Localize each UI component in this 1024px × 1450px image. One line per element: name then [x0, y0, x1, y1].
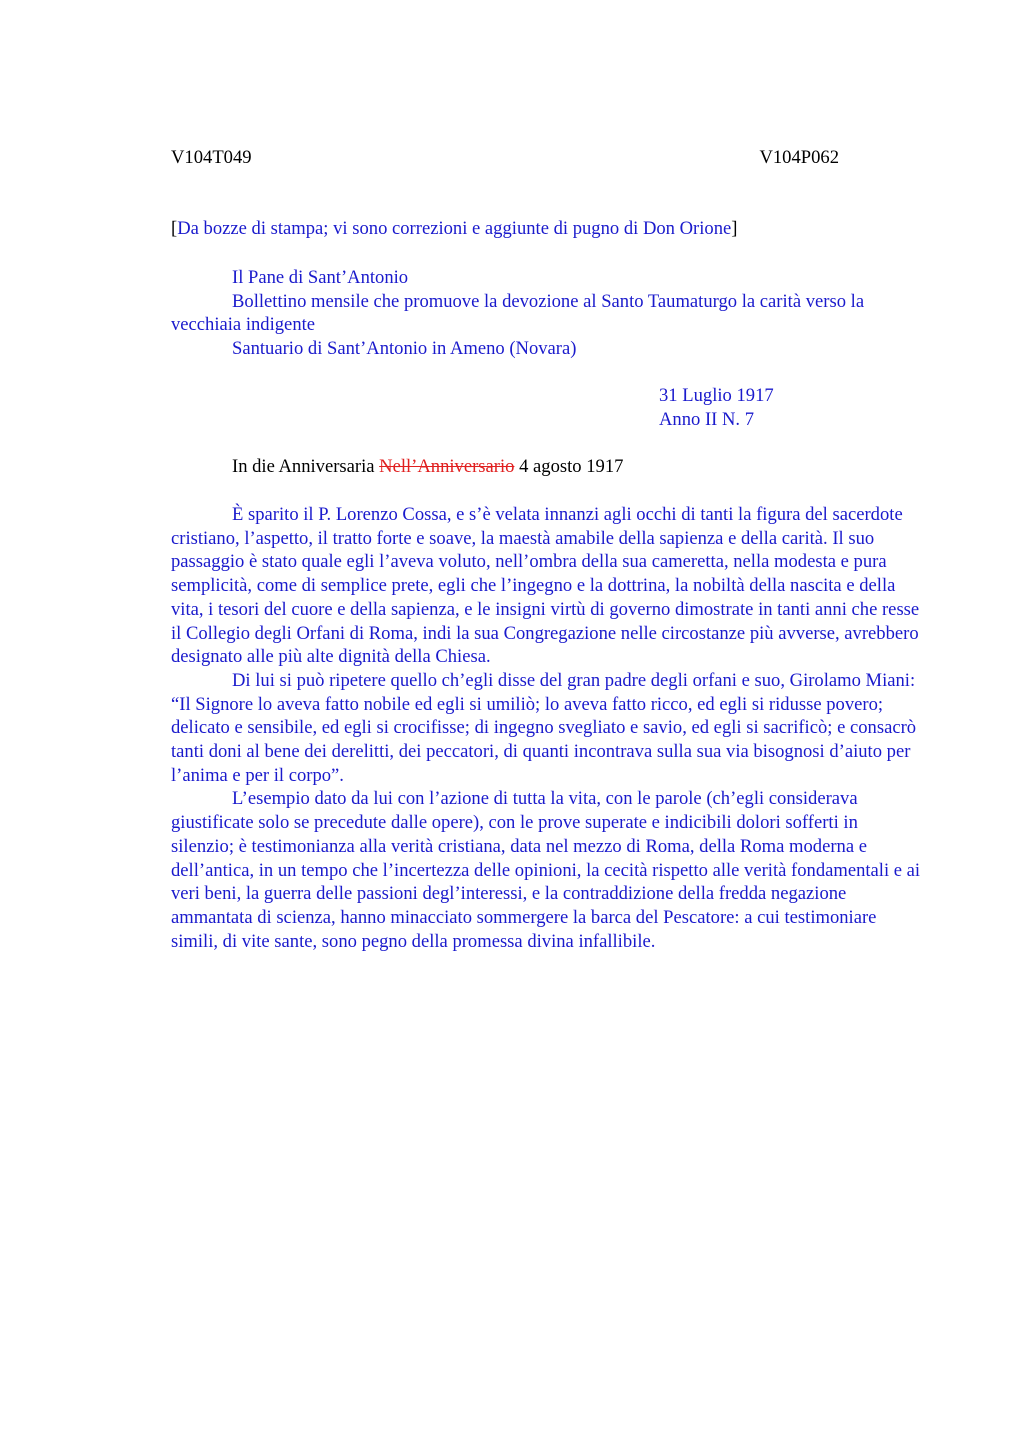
masthead-subtitle: Bollettino mensile che promuove la devozione al Santo Taumaturgo la carità verso la vecchiaia indigente	[171, 290, 865, 336]
editorial-note	[171, 217, 931, 241]
heading-deleted-text: Nell’Anniversario	[379, 456, 515, 477]
masthead-title: Il Pane di Sant’Antonio	[232, 267, 409, 288]
issue-info	[659, 384, 959, 431]
right-document-id: V104P062	[759, 147, 839, 168]
body-paragraph-3: L’esempio dato da lui con l’azione di tutta la vita, con le parole (ch’egli considerava giustificate solo se precedute dalle opere), con le prove superate e indicibili dolori sofferti in silenzio; è testimonianza alla verità cristiana, data nel mezzo di Roma, della Roma moderna e dell’antica, in un tempo che l’incertezza delle opinioni, la cecità rispetto alle verità fondamentali e ai veri beni, la guerra delle passioni degl’interessi, e la contraddizione della fredda negazione ammantata di scienza, hanno minacciato sommergere la barca del Pescatore: a cui testimoniare simili, di vite sante, sono pegno della promessa divina infallibile.	[171, 788, 921, 952]
left-document-id: V104T049	[171, 147, 252, 168]
body-paragraph-1: È sparito il P. Lorenzo Cossa, e s’è velata innanzi agli occhi di tanti la figura del sacerdote cristiano, l’aspetto, il tratto forte e soave, la maestà amabile della sapienza e della carità. Il suo passaggio è stato quale egli l’aveva voluto, nell’ombra della sua cameretta, nella modesta e pura semplicità, come di semplice prete, egli che l’ingegno e la dottrina, la nobiltà della nascita e della vita, i tesori del cuore e della sapienza, e le insigni virtù di governo dimostrate in tanti anni che resse il Collegio degli Orfani di Roma, indi la sua Congregazione nelle circostanze più avverse, avrebbero designato alle più alte dignità della Chiesa.	[171, 504, 920, 668]
heading-prefix: In die Anniversaria	[232, 456, 380, 477]
issue-number: Anno II N. 7	[659, 408, 755, 430]
masthead	[171, 266, 931, 361]
note-text: Da bozze di stampa; vi sono correzioni e aggiunte di pugno di Don Orione	[177, 218, 732, 239]
body-paragraph-2: Di lui si può ripetere quello ch’egli disse del gran padre degli orfani e suo, Girolamo Miani: “Il Signore lo aveva fatto nobile ed egli si umiliò; lo aveva fatto ricco, ed egli si ridusse povero; delicato e sensibile, ed egli si crocifisse; di ingegno svegliato e savio, ed egli si sacrificò; e consacrò tanti doni al bene dei derelitti, dei peccatori, di quanti incontrava sulla sua via bisognosi d’aiuto per l’anima e per il corpo”.	[171, 669, 917, 786]
note-close-bracket: ]	[731, 218, 738, 239]
article-heading	[171, 455, 931, 479]
issue-date: 31 Luglio 1917	[659, 385, 774, 406]
masthead-place: Santuario di Sant’Antonio in Ameno (Novara)	[232, 338, 577, 360]
article-body	[171, 503, 923, 953]
note-open-bracket: [	[171, 218, 178, 239]
heading-suffix: 4 agosto 1917	[514, 456, 624, 477]
